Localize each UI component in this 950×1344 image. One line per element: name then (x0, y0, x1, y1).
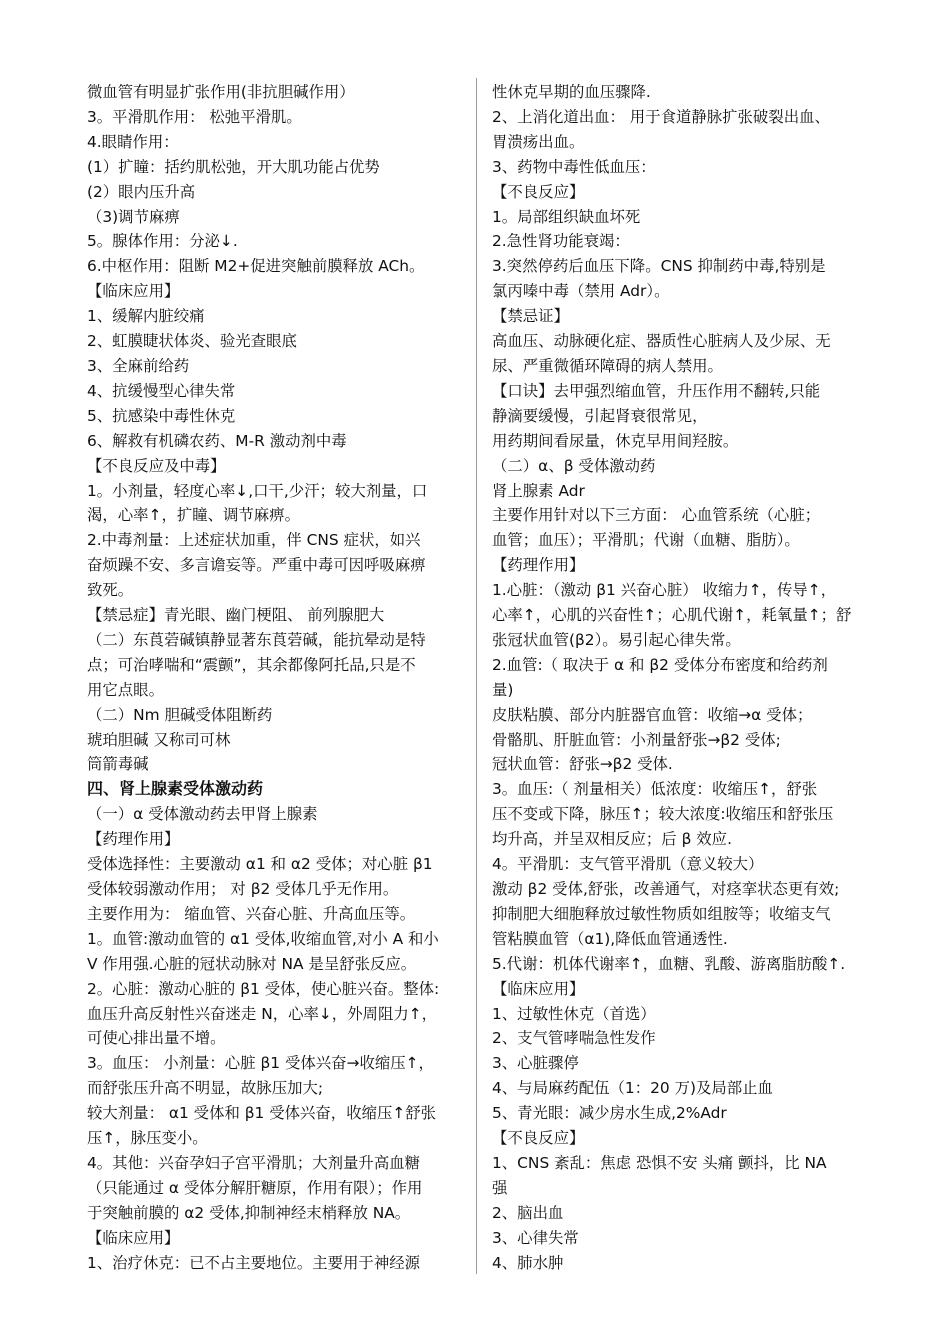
left-text-line: 2。心脏：激动心脏的 β1 受体，使心脏兴奋。整体: (87, 979, 440, 998)
left-text-line: 5。腺体作用：分泌↓. (87, 232, 238, 251)
column-divider (476, 78, 477, 1274)
right-text-line: 血管；血压）；平滑肌；代谢（血糖、脂肪）。 (492, 531, 800, 550)
left-text-line: 压↑，脉压变小。 (87, 1129, 208, 1148)
left-text-line: 主要作用为： 缩血管、兴奋心脏、升高血压等。 (87, 904, 416, 923)
left-text-line: 【药理作用】 (87, 830, 180, 849)
right-text-line: 主要作用针对以下三方面： 心血管系统（心脏； (492, 506, 821, 525)
left-text-line: 渴，心率↑，扩瞳、调节麻痹。 (87, 506, 300, 525)
left-text-line: 致死。 (87, 581, 134, 600)
left-text-line: 1。小剂量，轻度心率↓,口干,少汗；较大剂量，口 (87, 481, 428, 500)
left-text-line: 3。血压： 小剂量：心脏 β1 受体兴奋→收缩压↑， (87, 1054, 434, 1073)
right-text-line: 1.心脏：（激动 β1 兴奋心脏） 收缩力↑，传导↑， (492, 581, 837, 600)
right-text-line: 心率↑，心肌的兴奋性↑；心肌代谢↑，耗氧量↑；舒 (492, 606, 852, 625)
right-text-line: 1、过敏性休克（首选） (492, 1004, 656, 1023)
right-text-line: 4、与局麻药配伍（1：20 万)及局部止血 (492, 1079, 773, 1098)
left-text-line: 受体选择性：主要激动 α1 和 α2 受体；对心脏 β1 (87, 855, 433, 874)
left-text-line: （二）东莨菪碱镇静显著东莨菪碱，能抗晕动是特 (87, 630, 426, 649)
left-text-line: 四、肾上腺素受体激动药 (87, 779, 264, 799)
left-text-line: (1）扩瞳：括约肌松弛，开大肌功能占优势 (87, 157, 380, 176)
left-column (87, 80, 465, 1276)
left-text-line: 【禁忌症】青光眼、幽门梗阻、 前列腺肥大 (87, 606, 385, 625)
right-text-line: 3、心脏骤停 (492, 1054, 579, 1073)
left-text-line: 【临床应用】 (87, 282, 180, 301)
right-text-line: 3.突然停药后血压下降。CNS 抑制药中毒,特别是 (492, 257, 826, 276)
left-text-line: 1。血管:激动血管的 α1 受体,收缩血管,对小 A 和小 (87, 929, 439, 948)
right-column (492, 80, 872, 1276)
left-text-line: 3。平滑肌作用： 松弛平滑肌。 (87, 107, 302, 126)
right-text-line: 高血压、动脉硬化症、器质性心脏病人及少尿、无 (492, 332, 831, 351)
left-text-line: 4。其他：兴奋孕妇子宫平滑肌；大剂量升高血糖 (87, 1153, 420, 1172)
left-text-line: 琥珀胆碱 又称司可林 (87, 730, 231, 749)
right-text-line: 皮肤粘膜、部分内脏器官血管：收缩→α 受体； (492, 705, 813, 724)
right-text-line: 1、CNS 紊乱：焦虑 恐惧不安 头痛 颤抖，比 NA (492, 1153, 827, 1172)
left-text-line: 受体较弱激动作用； 对 β2 受体几乎无作用。 (87, 880, 399, 898)
right-text-line: 2、脑出血 (492, 1203, 564, 1222)
left-text-line: 于突触前膜的 α2 受体,抑制神经末梢释放 NA。 (87, 1203, 411, 1222)
left-text-line: 【临床应用】 (87, 1228, 180, 1247)
right-text-line: 骨骼肌、肝脏血管：小剂量舒张→β2 受体; (492, 730, 781, 749)
right-text-line: 压不变或下降，脉压↑；较大浓度:收缩压和舒张压 (492, 805, 834, 824)
right-text-line: 性休克早期的血压骤降. (492, 83, 651, 101)
left-text-line: V 作用强.心脏的冠状动脉对 NA 是呈舒张反应。 (87, 954, 417, 973)
left-text-line: 1、缓解内脏绞痛 (87, 307, 205, 326)
right-text-line: 抑制肥大细胞释放过敏性物质如组胺等；收缩支气 (492, 904, 831, 923)
right-text-line: 强 (492, 1178, 508, 1197)
right-text-line: 氯丙嗪中毒（禁用 Adr）。 (492, 282, 670, 301)
left-text-line: 1、治疗休克：已不占主要地位。主要用于神经源 (87, 1253, 420, 1272)
left-text-line: 用它点眼。 (87, 680, 164, 699)
left-text-line: 2.中毒剂量：上述症状加重，伴 CNS 症状，如兴 (87, 531, 421, 550)
right-text-line: 2、支气管哮喘急性发作 (492, 1029, 656, 1048)
left-text-line: (2）眼内压升高 (87, 182, 196, 201)
right-text-line: 5、青光眼：减少房水生成,2%Adr (492, 1104, 727, 1123)
right-text-line: 2.血管:（ 取决于 α 和 β2 受体分布密度和给药剂 (492, 655, 828, 674)
right-text-line: 5.代谢：机体代谢率↑，血糖、乳酸、游离脂肪酸↑. (492, 954, 846, 973)
right-text-line: 4、肺水肿 (492, 1253, 564, 1272)
left-text-line: 6、解救有机磷农药、M-R 激动剂中毒 (87, 431, 347, 450)
left-text-line: 而舒张压升高不明显，故脉压加大; (87, 1079, 324, 1098)
right-text-line: 张冠状血管(β2）。易引起心律失常。 (492, 630, 741, 649)
right-text-line: 【临床应用】 (492, 979, 585, 998)
left-text-line: 筒箭毒碱 (87, 755, 149, 774)
left-text-line: （二）Nm 胆碱受体阻断药 (87, 705, 273, 724)
left-text-line: （一）α 受体激动药去甲肾上腺素 (87, 805, 318, 824)
right-text-line: 管粘膜血管（α1),降低血管通透性. (492, 929, 728, 948)
right-text-line: 尿、严重微循环障碍的病人禁用。 (492, 356, 723, 375)
left-text-line: 点；可治哮喘和“震颤”，其余都像阿托品,只是不 (87, 655, 416, 674)
left-text-line: 较大剂量： α1 受体和 β1 受体兴奋，收缩压↑舒张 (87, 1104, 437, 1123)
left-text-line: 4、抗缓慢型心律失常 (87, 381, 236, 400)
left-text-line: 2、虹膜睫状体炎、验光查眼底 (87, 332, 297, 351)
right-text-line: 4。平滑肌：支气管平滑肌（意义较大） (492, 855, 764, 874)
right-text-line: 【不良反应】 (492, 1129, 585, 1148)
right-text-line: 肾上腺素 Adr (492, 481, 585, 500)
right-text-line: 【禁忌证】 (492, 307, 569, 326)
right-text-line: 冠状血管：舒张→β2 受体. (492, 755, 673, 774)
right-text-line: 量) (492, 680, 514, 699)
right-text-line: （二）α、β 受体激动药 (492, 456, 656, 475)
right-text-line: 3、药物中毒性低血压： (492, 157, 656, 176)
left-text-line: 可使心排出量不增。 (87, 1029, 226, 1048)
right-text-line: 胃溃疡出血。 (492, 132, 585, 151)
right-text-line: 1。局部组织缺血坏死 (492, 207, 641, 226)
right-text-line: 3、心律失常 (492, 1228, 579, 1247)
right-text-line: 3。血压:（ 剂量相关）低浓度：收缩压↑，舒张 (492, 780, 818, 799)
left-text-line: 5、抗感染中毒性休克 (87, 406, 236, 425)
left-text-line: 【不良反应及中毒】 (87, 456, 226, 475)
right-text-line: 2、上消化道出血： 用于食道静脉扩张破裂出血、 (492, 107, 830, 126)
right-text-line: 激动 β2 受体,舒张，改善通气，对痉挛状态更有效; (492, 880, 840, 898)
left-text-line: 6.中枢作用：阻断 M2+促进突触前膜释放 ACh。 (87, 257, 425, 276)
left-text-line: （3)调节麻痹 (87, 207, 180, 226)
right-text-line: 【药理作用】 (492, 556, 585, 575)
left-text-line: （只能通过 α 受体分解肝糖原，作用有限）；作用 (87, 1178, 423, 1197)
right-text-line: 【不良反应】 (492, 182, 585, 201)
left-text-line: 微血管有明显扩张作用(非抗胆碱作用） (87, 83, 355, 101)
left-text-line: 奋烦躁不安、多言谵妄等。严重中毒可因呼吸麻痹 (87, 556, 426, 575)
right-text-line: 均升高，并呈双相反应；后 β 效应. (492, 830, 732, 849)
right-text-line: 用药期间看尿量，休克早用间羟胺。 (492, 431, 739, 450)
right-text-line: 2.急性肾功能衰竭： (492, 232, 630, 251)
left-text-line: 4.眼睛作用： (87, 132, 179, 151)
right-text-line: 【口诀】去甲强烈缩血管，升压作用不翻转,只能 (492, 381, 821, 400)
right-text-line: 静滴要缓慢，引起肾衰很常见， (492, 406, 708, 425)
left-text-line: 3、全麻前给药 (87, 356, 190, 375)
left-text-line: 血压升高反射性兴奋迷走 N，心率↓，外周阻力↑， (87, 1004, 438, 1023)
